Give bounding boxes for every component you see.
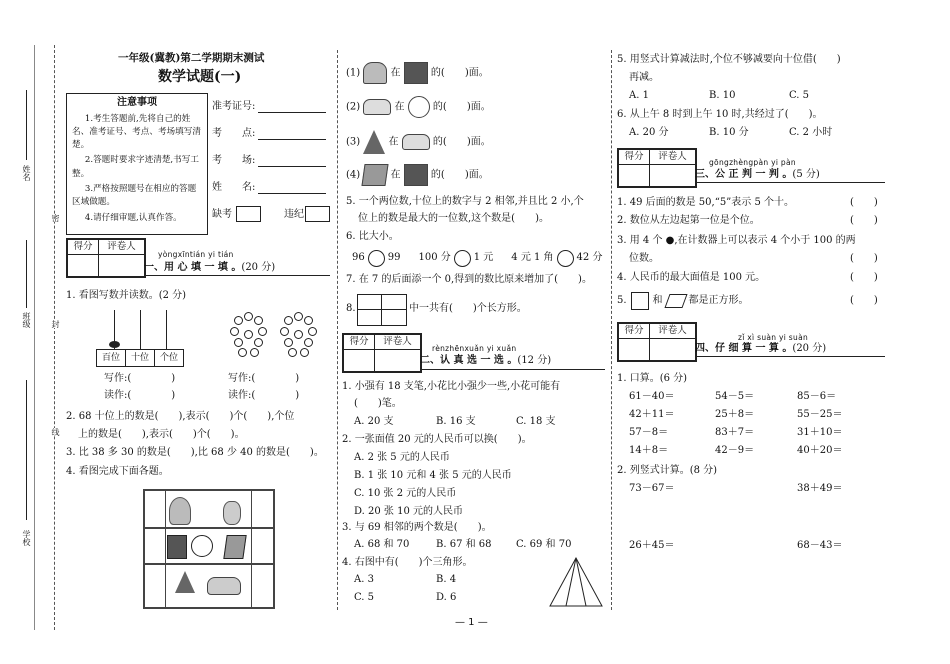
sailboat-icon xyxy=(363,130,385,154)
sec4-pinyin: zǐ xì suàn yi suàn xyxy=(738,333,809,342)
c3-opt[interactable]: C. 69 和 70 xyxy=(516,539,572,550)
c4-text: 4. 右图中有( )个三角形。 xyxy=(342,557,473,568)
grader-label: 评卷人 xyxy=(650,150,696,165)
notice-box xyxy=(66,93,208,235)
column-divider-1 xyxy=(337,50,338,610)
q1-read-1[interactable]: 读作:( ) xyxy=(104,390,176,401)
score-label: 得分 xyxy=(619,150,650,165)
oral-item: 25＋8＝ xyxy=(715,409,755,420)
sec3-pinyin: gōngzhèngpàn yi pàn xyxy=(709,158,796,167)
kc-field[interactable] xyxy=(258,166,326,167)
notice-item: 1.考生答题前,先将自己的姓名、准考证号、考点、考场填写清楚。 xyxy=(72,113,201,151)
oral-title: 1. 口算。(6 分) xyxy=(617,373,688,384)
pos-zai: 在 xyxy=(394,101,405,113)
oral-item: 83＋7＝ xyxy=(715,427,755,438)
q1-write-2[interactable]: 写作:( ) xyxy=(228,373,300,384)
sec1-title xyxy=(144,262,275,275)
side-school-label: 学校 xyxy=(22,530,31,546)
xm-label: 姓 名: xyxy=(212,182,256,193)
q6-text: 6. 比大小。 xyxy=(346,231,399,242)
car-icon xyxy=(363,99,391,115)
oral-item: 54－5＝ xyxy=(715,391,755,402)
exam-header: 一年级(冀教)第二学期期末测试 xyxy=(118,52,265,64)
kd-label: 考 点: xyxy=(212,128,256,139)
sec1-title-line xyxy=(144,275,330,276)
vert-item: 68－43＝ xyxy=(797,540,843,551)
pos-answer[interactable]: 的( )面。 xyxy=(432,101,491,113)
judge-1: 1. 49 后面的数是 50,“5”表示 5 个十。 xyxy=(617,197,795,208)
column-divider-2 xyxy=(611,50,612,610)
q8-rect-figure xyxy=(357,294,407,326)
c6-opt[interactable]: A. 20 分 xyxy=(629,127,669,138)
score-label: 得分 xyxy=(344,335,375,350)
score-label: 得分 xyxy=(68,240,99,255)
score-cell[interactable] xyxy=(619,339,650,361)
notice-title: 注意事项 xyxy=(117,97,157,108)
c2-opt[interactable]: B. 1 张 10 元和 4 张 5 元的人民币 xyxy=(354,470,512,481)
unit-label: 个位 xyxy=(159,353,178,363)
c4-opt[interactable]: D. 6 xyxy=(436,592,457,603)
sec3-title-line xyxy=(695,182,885,183)
sailboat-icon xyxy=(175,571,195,593)
sec4-title-text: 四、仔 细 算 一 算 。 xyxy=(695,343,793,354)
sec1-title-text: 一、用 心 填 一 填 。 xyxy=(144,262,242,273)
zkzh-label: 准考证号: xyxy=(212,101,256,112)
pos-row-1 xyxy=(346,62,489,84)
page-number: — 1 — xyxy=(455,617,488,628)
c1-opt[interactable]: C. 18 支 xyxy=(516,416,556,427)
abacus-bead xyxy=(109,341,120,348)
pos-answer[interactable]: 的( )面。 xyxy=(430,67,489,79)
c5-opt[interactable]: A. 1 xyxy=(629,90,649,101)
pos-zai: 在 xyxy=(388,136,399,148)
vert-item: 73－67＝ xyxy=(629,483,675,494)
sec1-pinyin: yòngxīntián yi tián xyxy=(158,250,234,259)
exam-title: 数学试题(一) xyxy=(158,69,242,85)
pos-row-2 xyxy=(346,96,491,118)
xm-field[interactable] xyxy=(258,193,326,194)
seal-feng: 封 xyxy=(51,320,60,328)
grader-label: 评卷人 xyxy=(99,240,145,255)
sec3-points: (5 分) xyxy=(792,169,820,180)
judge-5-and: 和 xyxy=(652,294,663,306)
photo-icon xyxy=(404,62,428,84)
zkzh-field[interactable] xyxy=(258,112,326,113)
c2-text: 2. 一张面值 20 元的人民币可以换( )。 xyxy=(342,434,532,445)
sec3-title-text: 三、公 正 判 一 判 。 xyxy=(695,169,793,180)
judge-paren[interactable]: ( ) xyxy=(850,272,878,283)
c4-opt[interactable]: C. 5 xyxy=(354,592,375,603)
car-icon xyxy=(207,577,241,595)
score-box xyxy=(617,148,697,188)
judge-2: 2. 数位从左边起第一位是个位。 xyxy=(617,215,760,226)
triangle-figure xyxy=(548,556,604,608)
c2-opt[interactable]: C. 10 张 2 元的人民币 xyxy=(354,488,457,499)
score-box xyxy=(342,333,422,373)
q8-num: 8. xyxy=(346,303,356,314)
judge-3: 3. 用 4 个 ●,在计数器上可以表示 4 个小于 100 的两 xyxy=(617,235,856,246)
vert-title: 2. 列竖式计算。(8 分) xyxy=(617,465,718,476)
q2-line1: 2. 68 十位上的数是( ),表示( )个( ),个位 xyxy=(66,411,295,422)
queka-box[interactable] xyxy=(236,206,261,222)
oral-item: 61－40＝ xyxy=(629,391,675,402)
c1-line2: ( )笔。 xyxy=(354,398,402,409)
sec2-points: (12 分) xyxy=(517,355,552,366)
q6-compare xyxy=(352,250,614,267)
side-school-line xyxy=(26,380,27,520)
dot-groups xyxy=(228,312,324,360)
pos-num: (1) xyxy=(346,67,361,79)
pos-zai: 在 xyxy=(390,67,401,79)
q8-text: 中一共有( )个长方形。 xyxy=(409,303,527,314)
c3-opt[interactable]: A. 68 和 70 xyxy=(354,539,410,550)
grader-cell[interactable] xyxy=(650,339,696,361)
sec2-title-line xyxy=(420,369,605,370)
c6-opt[interactable]: C. 2 小时 xyxy=(789,127,833,138)
c5-line1: 5. 用竖式计算减法时,个位不够减要向十位借( ) xyxy=(617,54,841,65)
weiji-box[interactable] xyxy=(305,206,330,222)
side-name-label: 姓名 xyxy=(22,165,31,181)
c4-opt[interactable]: B. 4 xyxy=(436,574,457,585)
oral-item: 14＋8＝ xyxy=(629,445,669,456)
compare-left: 96 xyxy=(352,252,365,264)
c5-opt[interactable]: C. 5 xyxy=(789,90,810,101)
abacus-rod xyxy=(140,310,141,350)
side-name-line xyxy=(26,90,27,160)
q5-line2: 位上的数是最大的一位数,这个数是( )。 xyxy=(358,213,549,224)
pos-answer[interactable]: 的( )面。 xyxy=(432,136,491,148)
sec3-title xyxy=(695,169,820,182)
oral-item: 85－6＝ xyxy=(797,391,837,402)
binding-line-outer xyxy=(34,45,35,630)
vert-item: 26＋45＝ xyxy=(629,540,675,551)
side-class-label: 班级 xyxy=(22,312,31,328)
q5-line1: 5. 一个两位数,十位上的数字与 2 相邻,并且比 2 小,个 xyxy=(346,196,584,207)
grader-cell[interactable] xyxy=(375,350,421,372)
c2-opt[interactable]: A. 2 张 5 元的人民币 xyxy=(354,452,450,463)
judge-paren[interactable]: ( ) xyxy=(850,215,878,226)
oral-item: 55－25＝ xyxy=(797,409,843,420)
c3-opt[interactable]: B. 67 和 68 xyxy=(436,539,492,550)
vert-item: 38＋49＝ xyxy=(797,483,843,494)
pos-row-3 xyxy=(346,130,491,154)
bookshelf-image xyxy=(143,489,275,609)
c1-opt[interactable]: A. 20 支 xyxy=(354,416,394,427)
cat-icon xyxy=(223,501,241,525)
c3-text: 3. 与 69 相邻的两个数是( )。 xyxy=(342,522,492,533)
binding-line xyxy=(54,45,55,630)
seal-mi: 密 xyxy=(51,214,60,222)
sec4-title xyxy=(695,343,826,356)
pos-answer[interactable]: 的( )面。 xyxy=(430,169,489,181)
judge-5-num: 5. xyxy=(617,294,627,306)
oral-item: 31＋10＝ xyxy=(797,427,843,438)
queka-label: 缺考 xyxy=(212,209,232,220)
clock-icon xyxy=(408,96,430,118)
notice-item: 3.严格按照题号在相应的答题区域做题。 xyxy=(72,184,197,208)
sec4-title-line xyxy=(695,356,885,357)
side-class-line xyxy=(26,240,27,308)
compare-left: 4 元 1 角 xyxy=(511,252,554,264)
c5-opt[interactable]: B. 10 xyxy=(709,90,736,101)
book-icon xyxy=(223,535,246,559)
c1-line1: 1. 小强有 18 支笔,小花比小强少一些,小花可能有 xyxy=(342,381,561,392)
sec2-pinyin: rènzhēnxuǎn yi xuǎn xyxy=(432,344,517,353)
flower-pot-icon xyxy=(169,497,191,525)
compare-right: 42 分 xyxy=(576,252,603,264)
oral-item: 42＋11＝ xyxy=(629,409,675,420)
unit-label: 百位 xyxy=(97,350,126,366)
grader-label: 评卷人 xyxy=(650,324,696,339)
abacus-base xyxy=(96,349,184,367)
compare-circle[interactable] xyxy=(557,250,574,267)
judge-5 xyxy=(617,292,749,310)
pos-num: (3) xyxy=(346,136,361,148)
kd-field[interactable] xyxy=(258,139,326,140)
parallelogram-figure xyxy=(664,294,687,308)
judge-paren[interactable]: ( ) xyxy=(850,295,878,306)
score-cell[interactable] xyxy=(68,255,99,277)
pos-row-4 xyxy=(346,164,489,186)
notice-item: 2.答题时要求字迹清楚,书写工整。 xyxy=(72,155,199,179)
score-box xyxy=(617,322,697,362)
pos-num: (4) xyxy=(346,169,361,181)
pos-num: (2) xyxy=(346,101,361,113)
sec1-points: (20 分) xyxy=(241,262,276,273)
score-box xyxy=(66,238,146,278)
compare-right: 99 xyxy=(387,252,401,264)
grader-label: 评卷人 xyxy=(375,335,421,350)
judge-paren[interactable]: ( ) xyxy=(850,253,878,264)
c4-opt[interactable]: A. 3 xyxy=(354,574,374,585)
q2-line2: 上的数是( ),表示( )个( )。 xyxy=(78,429,245,440)
oral-item: 57－8＝ xyxy=(629,427,669,438)
abacus xyxy=(96,305,186,365)
pos-zai: 在 xyxy=(390,169,401,181)
flower-pot-icon xyxy=(363,62,387,84)
judge-3-cont: 位数。 xyxy=(629,253,659,264)
square-figure xyxy=(631,292,649,310)
score-cell[interactable] xyxy=(619,165,650,187)
q4-text: 4. 看图完成下面各题。 xyxy=(66,466,169,477)
oral-item: 42－9＝ xyxy=(715,445,755,456)
seal-xian: 线 xyxy=(51,428,60,436)
c5-line2: 再减。 xyxy=(629,72,659,83)
judge-4: 4. 人民币的最大面值是 100 元。 xyxy=(617,272,766,283)
score-label: 得分 xyxy=(619,324,650,339)
q7-text: 7. 在 7 的后面添一个 0,得到的数比原来增加了( )。 xyxy=(346,274,592,285)
compare-circle[interactable] xyxy=(454,250,471,267)
notice-item: 4.请仔细审题,认真作答。 xyxy=(84,212,182,223)
judge-paren[interactable]: ( ) xyxy=(850,197,878,208)
c2-opt[interactable]: D. 20 张 10 元的人民币 xyxy=(354,506,464,517)
weiji-label: 违纪 xyxy=(284,209,304,220)
c6-opt[interactable]: B. 10 分 xyxy=(709,127,749,138)
photo-icon xyxy=(167,535,187,559)
sec4-points: (20 分) xyxy=(792,343,827,354)
book-icon xyxy=(362,164,389,186)
q1-read-2[interactable]: 读作:( ) xyxy=(228,390,300,401)
judge-5-text: 都是正方形。 xyxy=(688,294,749,306)
oral-item: 40＋20＝ xyxy=(797,445,843,456)
sec2-title xyxy=(420,355,551,368)
unit-label: 十位 xyxy=(126,350,155,366)
compare-left: 100 分 xyxy=(418,252,451,264)
sec2-title-text: 二、认 真 选 一 选 。 xyxy=(420,355,518,366)
score-cell[interactable] xyxy=(344,350,375,372)
q1-text: 1. 看图写数并读数。(2 分) xyxy=(66,290,187,301)
grader-cell[interactable] xyxy=(99,255,145,277)
q1-write-1[interactable]: 写作:( ) xyxy=(104,373,176,384)
c6-text: 6. 从上午 8 时到上午 10 时,共经过了( )。 xyxy=(617,109,823,120)
kc-label: 考 场: xyxy=(212,155,256,166)
c1-opt[interactable]: B. 16 支 xyxy=(436,416,476,427)
car-icon xyxy=(402,134,430,150)
q3-text: 3. 比 38 多 30 的数是( ),比 68 少 40 的数是( )。 xyxy=(66,447,324,458)
abacus-rod xyxy=(166,310,167,350)
photo-icon xyxy=(404,164,428,186)
grader-cell[interactable] xyxy=(650,165,696,187)
compare-right: 1 元 xyxy=(473,252,494,264)
clock-icon xyxy=(191,535,213,557)
compare-circle[interactable] xyxy=(368,250,385,267)
